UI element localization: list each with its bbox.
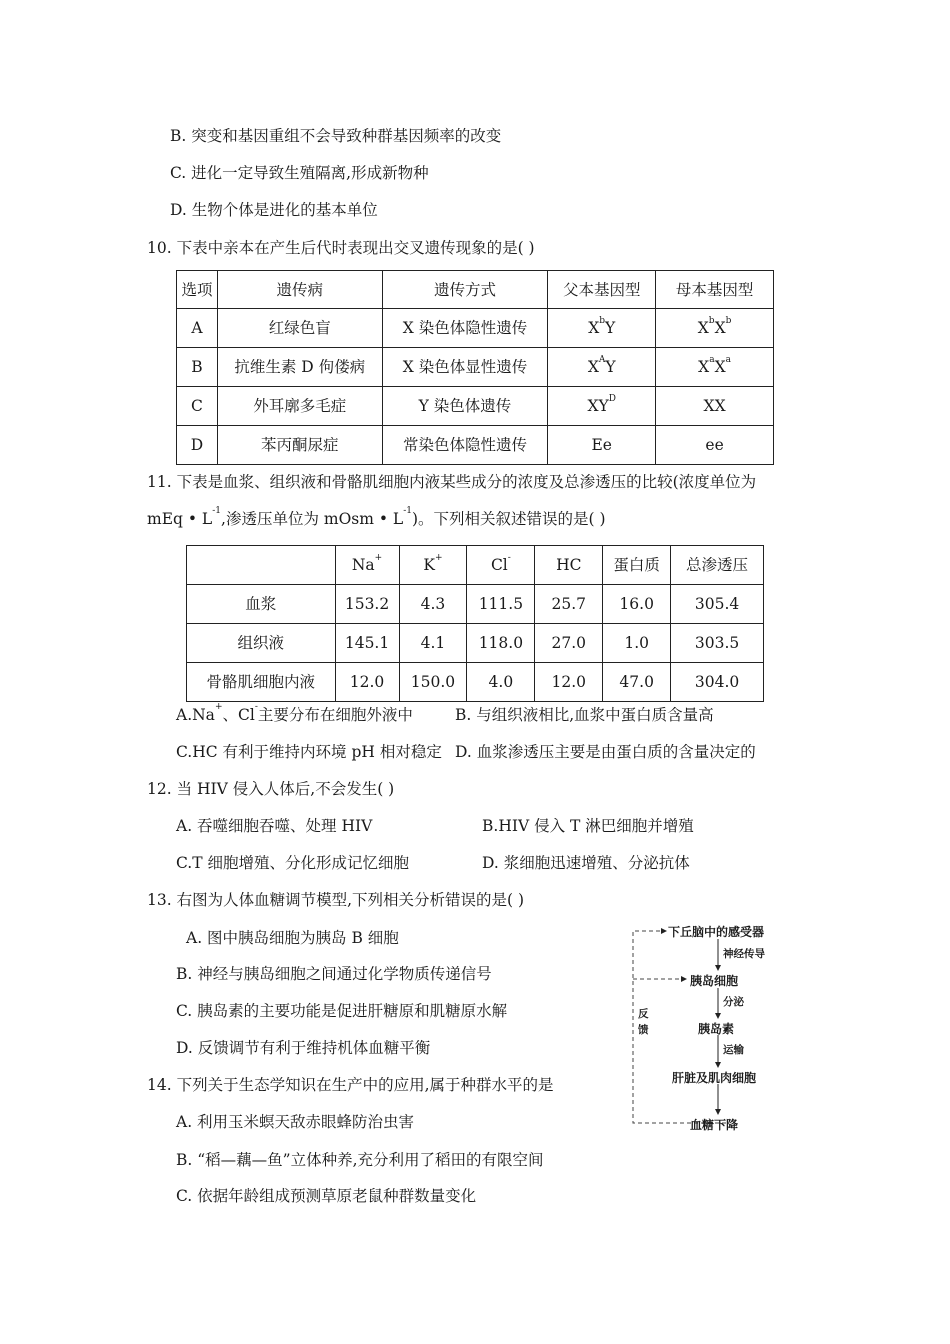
q10-header-mode: 遗传方式 — [382, 271, 548, 309]
q10-cell-option: B — [177, 348, 218, 387]
q10-cell-mode: X 染色体显性遗传 — [382, 348, 548, 387]
genotype-base: X — [698, 358, 710, 376]
q10-header-disease: 遗传病 — [217, 271, 382, 309]
q14-stem: 14. 下列关于生态学知识在生产中的应用,属于种群水平的是 — [147, 1076, 554, 1094]
q11-header-na — [335, 546, 399, 585]
genotype-base: X — [697, 319, 709, 337]
genotype-base: X — [714, 319, 726, 337]
node-islet-cell: 胰岛细胞 — [690, 974, 739, 988]
allele-sup: A — [598, 355, 606, 365]
allele-sup: b — [708, 316, 715, 326]
node-liver-muscle: 肝脏及肌肉细胞 — [672, 1071, 757, 1085]
q10-cell-option: A — [177, 309, 218, 348]
node-hypothalamus-receptor: 下丘脑中的感受器 — [668, 925, 765, 939]
feedback-label-1: 反 — [638, 1008, 649, 1020]
unit-sup: -1 — [212, 506, 222, 516]
q11-cell: 4.1 — [399, 624, 467, 663]
q11-cell: 153.2 — [335, 585, 399, 624]
q10-cell-option: D — [177, 426, 218, 465]
edge-label-transport: 运输 — [723, 1044, 744, 1056]
q10-table — [176, 270, 774, 465]
genotype-tail: Y — [605, 358, 616, 376]
q12-stem: 12. 当 HIV 侵入人体后,不会发生( ) — [147, 780, 395, 798]
q11-option-b: B. 与组织液相比,血浆中蛋白质含量高 — [455, 706, 714, 724]
q11-cell: 305.4 — [671, 585, 764, 624]
stem-tail: )。下列相关叙述错误的是( ) — [412, 510, 606, 528]
genotype-tail: Y — [605, 319, 616, 337]
q10-header-mother: 母本基因型 — [656, 271, 774, 309]
q13-stem: 13. 右图为人体血糖调节模型,下列相关分析错误的是( ) — [147, 891, 525, 909]
q11-row-name: 组织液 — [187, 624, 336, 663]
charge-sup: + — [374, 553, 383, 563]
q10-cell-disease: 外耳廓多毛症 — [217, 387, 382, 426]
q10-cell-mother — [656, 309, 774, 348]
unit-text: mEq • L — [147, 510, 213, 528]
charge-sup: - — [254, 702, 258, 712]
q9-option-d: D. 生物个体是进化的基本单位 — [170, 201, 378, 219]
q9-option-c: C. 进化一定导致生殖隔离,形成新物种 — [170, 164, 429, 182]
q10-cell-disease: 抗维生素 D 佝偻病 — [217, 348, 382, 387]
node-insulin: 胰岛素 — [698, 1022, 735, 1036]
charge-sup: + — [434, 553, 443, 563]
q10-cell-mother: XX — [656, 387, 774, 426]
option-text: 主要分布在细胞外液中 — [257, 706, 413, 724]
q11-cell: 16.0 — [603, 585, 671, 624]
q11-cell: 27.0 — [535, 624, 603, 663]
feedback-label-2: 馈 — [638, 1024, 649, 1036]
blood-sugar-diagram — [628, 918, 788, 1133]
q13-option-a: A. 图中胰岛细胞为胰岛 B 细胞 — [186, 929, 399, 947]
q14-option-a: A. 利用玉米螟天敌赤眼蜂防治虫害 — [176, 1113, 415, 1131]
q11-option-a — [176, 702, 413, 725]
q11-stem-line2 — [147, 506, 606, 529]
q11-cell: 25.7 — [535, 585, 603, 624]
option-text: 、Cl — [222, 706, 255, 724]
q14-option-c: C. 依据年龄组成预测草原老鼠种群数量变化 — [176, 1187, 477, 1205]
q11-header-cl — [467, 546, 535, 585]
allele-sup: b — [725, 316, 732, 326]
q10-cell-mother — [656, 348, 774, 387]
q11-cell: 4.3 — [399, 585, 467, 624]
genotype-base: X — [714, 358, 726, 376]
allele-sup: a — [725, 355, 731, 365]
q11-stem-line1: 11. 下表是血浆、组织液和骨骼肌细胞内液某些成分的浓度及总渗透压的比较(浓度单位为 — [147, 473, 757, 491]
q11-row-name: 骨骼肌细胞内液 — [187, 663, 336, 702]
q11-cell: 145.1 — [335, 624, 399, 663]
charge-sup: + — [214, 702, 223, 712]
ion-label: Na — [351, 556, 375, 574]
q10-cell-father — [548, 348, 656, 387]
q11-cell: 111.5 — [467, 585, 535, 624]
unit-text: ,渗透压单位为 mOsm • L — [221, 510, 404, 528]
table-row — [187, 663, 764, 702]
q11-table — [186, 545, 764, 702]
q10-cell-mode: X 染色体隐性遗传 — [382, 309, 548, 348]
q11-header-protein: 蛋白质 — [603, 546, 671, 585]
q12-option-d: D. 浆细胞迅速增殖、分泌抗体 — [482, 854, 690, 872]
q11-cell: 4.0 — [467, 663, 535, 702]
genotype-base: X — [587, 358, 599, 376]
q11-header-total: 总渗透压 — [671, 546, 764, 585]
table-row — [187, 585, 764, 624]
table-row — [187, 624, 764, 663]
q10-cell-disease: 红绿色盲 — [217, 309, 382, 348]
q10-cell-father — [548, 387, 656, 426]
q11-cell: 12.0 — [535, 663, 603, 702]
allele-sup: a — [709, 355, 715, 365]
genotype-base: X — [588, 319, 600, 337]
genotype-base: XY — [587, 397, 609, 415]
q11-cell: 304.0 — [671, 663, 764, 702]
q10-cell-disease: 苯丙酮尿症 — [217, 426, 382, 465]
q10-cell-father: Ee — [548, 426, 656, 465]
q11-option-d: D. 血浆渗透压主要是由蛋白质的含量决定的 — [455, 743, 756, 761]
allele-sup: D — [608, 394, 616, 404]
q12-option-a: A. 吞噬细胞吞噬、处理 HIV — [176, 817, 373, 835]
q13-option-b: B. 神经与胰岛细胞之间通过化学物质传递信号 — [176, 965, 492, 983]
q10-cell-mode: Y 染色体遗传 — [382, 387, 548, 426]
ion-label: Cl — [490, 556, 508, 574]
q11-option-c: C.HC 有利于维持内环境 pH 相对稳定 — [176, 743, 442, 761]
q11-cell: 150.0 — [399, 663, 467, 702]
edge-label-nerve: 神经传导 — [723, 948, 765, 960]
unit-sup: -1 — [403, 506, 412, 516]
q13-option-c: C. 胰岛素的主要功能是促进肝糖原和肌糖原水解 — [176, 1002, 508, 1020]
table-row — [177, 387, 774, 426]
q13-option-d: D. 反馈调节有利于维持机体血糖平衡 — [176, 1039, 431, 1057]
q11-cell: 12.0 — [335, 663, 399, 702]
q12-option-c: C.T 细胞增殖、分化形成记忆细胞 — [176, 854, 410, 872]
q10-cell-mode: 常染色体隐性遗传 — [382, 426, 548, 465]
q11-cell: 47.0 — [603, 663, 671, 702]
q12-option-b: B.HIV 侵入 T 淋巴细胞并增殖 — [482, 817, 694, 835]
q14-option-b: B. “稻—藕—鱼”立体种养,充分利用了稻田的有限空间 — [176, 1151, 544, 1169]
table-row — [177, 426, 774, 465]
q10-stem: 10. 下表中亲本在产生后代时表现出交叉遗传现象的是( ) — [147, 239, 535, 257]
q10-cell-father — [548, 309, 656, 348]
q10-header-option: 选项 — [177, 271, 218, 309]
charge-sup: - — [507, 553, 511, 563]
table-row — [177, 348, 774, 387]
q11-cell: 118.0 — [467, 624, 535, 663]
q11-cell: 303.5 — [671, 624, 764, 663]
option-text: A.Na — [176, 706, 215, 724]
q11-row-name: 血浆 — [187, 585, 336, 624]
q10-cell-option: C — [177, 387, 218, 426]
node-blood-sugar-drop: 血糖下降 — [690, 1118, 739, 1132]
q9-option-b: B. 突变和基因重组不会导致种群基因频率的改变 — [170, 127, 502, 145]
table-row — [177, 309, 774, 348]
q11-header-hc: HC — [535, 546, 603, 585]
edge-label-secrete: 分泌 — [723, 996, 744, 1008]
q10-cell-mother: ee — [656, 426, 774, 465]
ion-label: K — [423, 556, 435, 574]
q11-header-k — [399, 546, 467, 585]
q11-header-blank — [187, 546, 336, 585]
q10-header-father: 父本基因型 — [548, 271, 656, 309]
allele-sup: b — [599, 316, 606, 326]
q11-cell: 1.0 — [603, 624, 671, 663]
